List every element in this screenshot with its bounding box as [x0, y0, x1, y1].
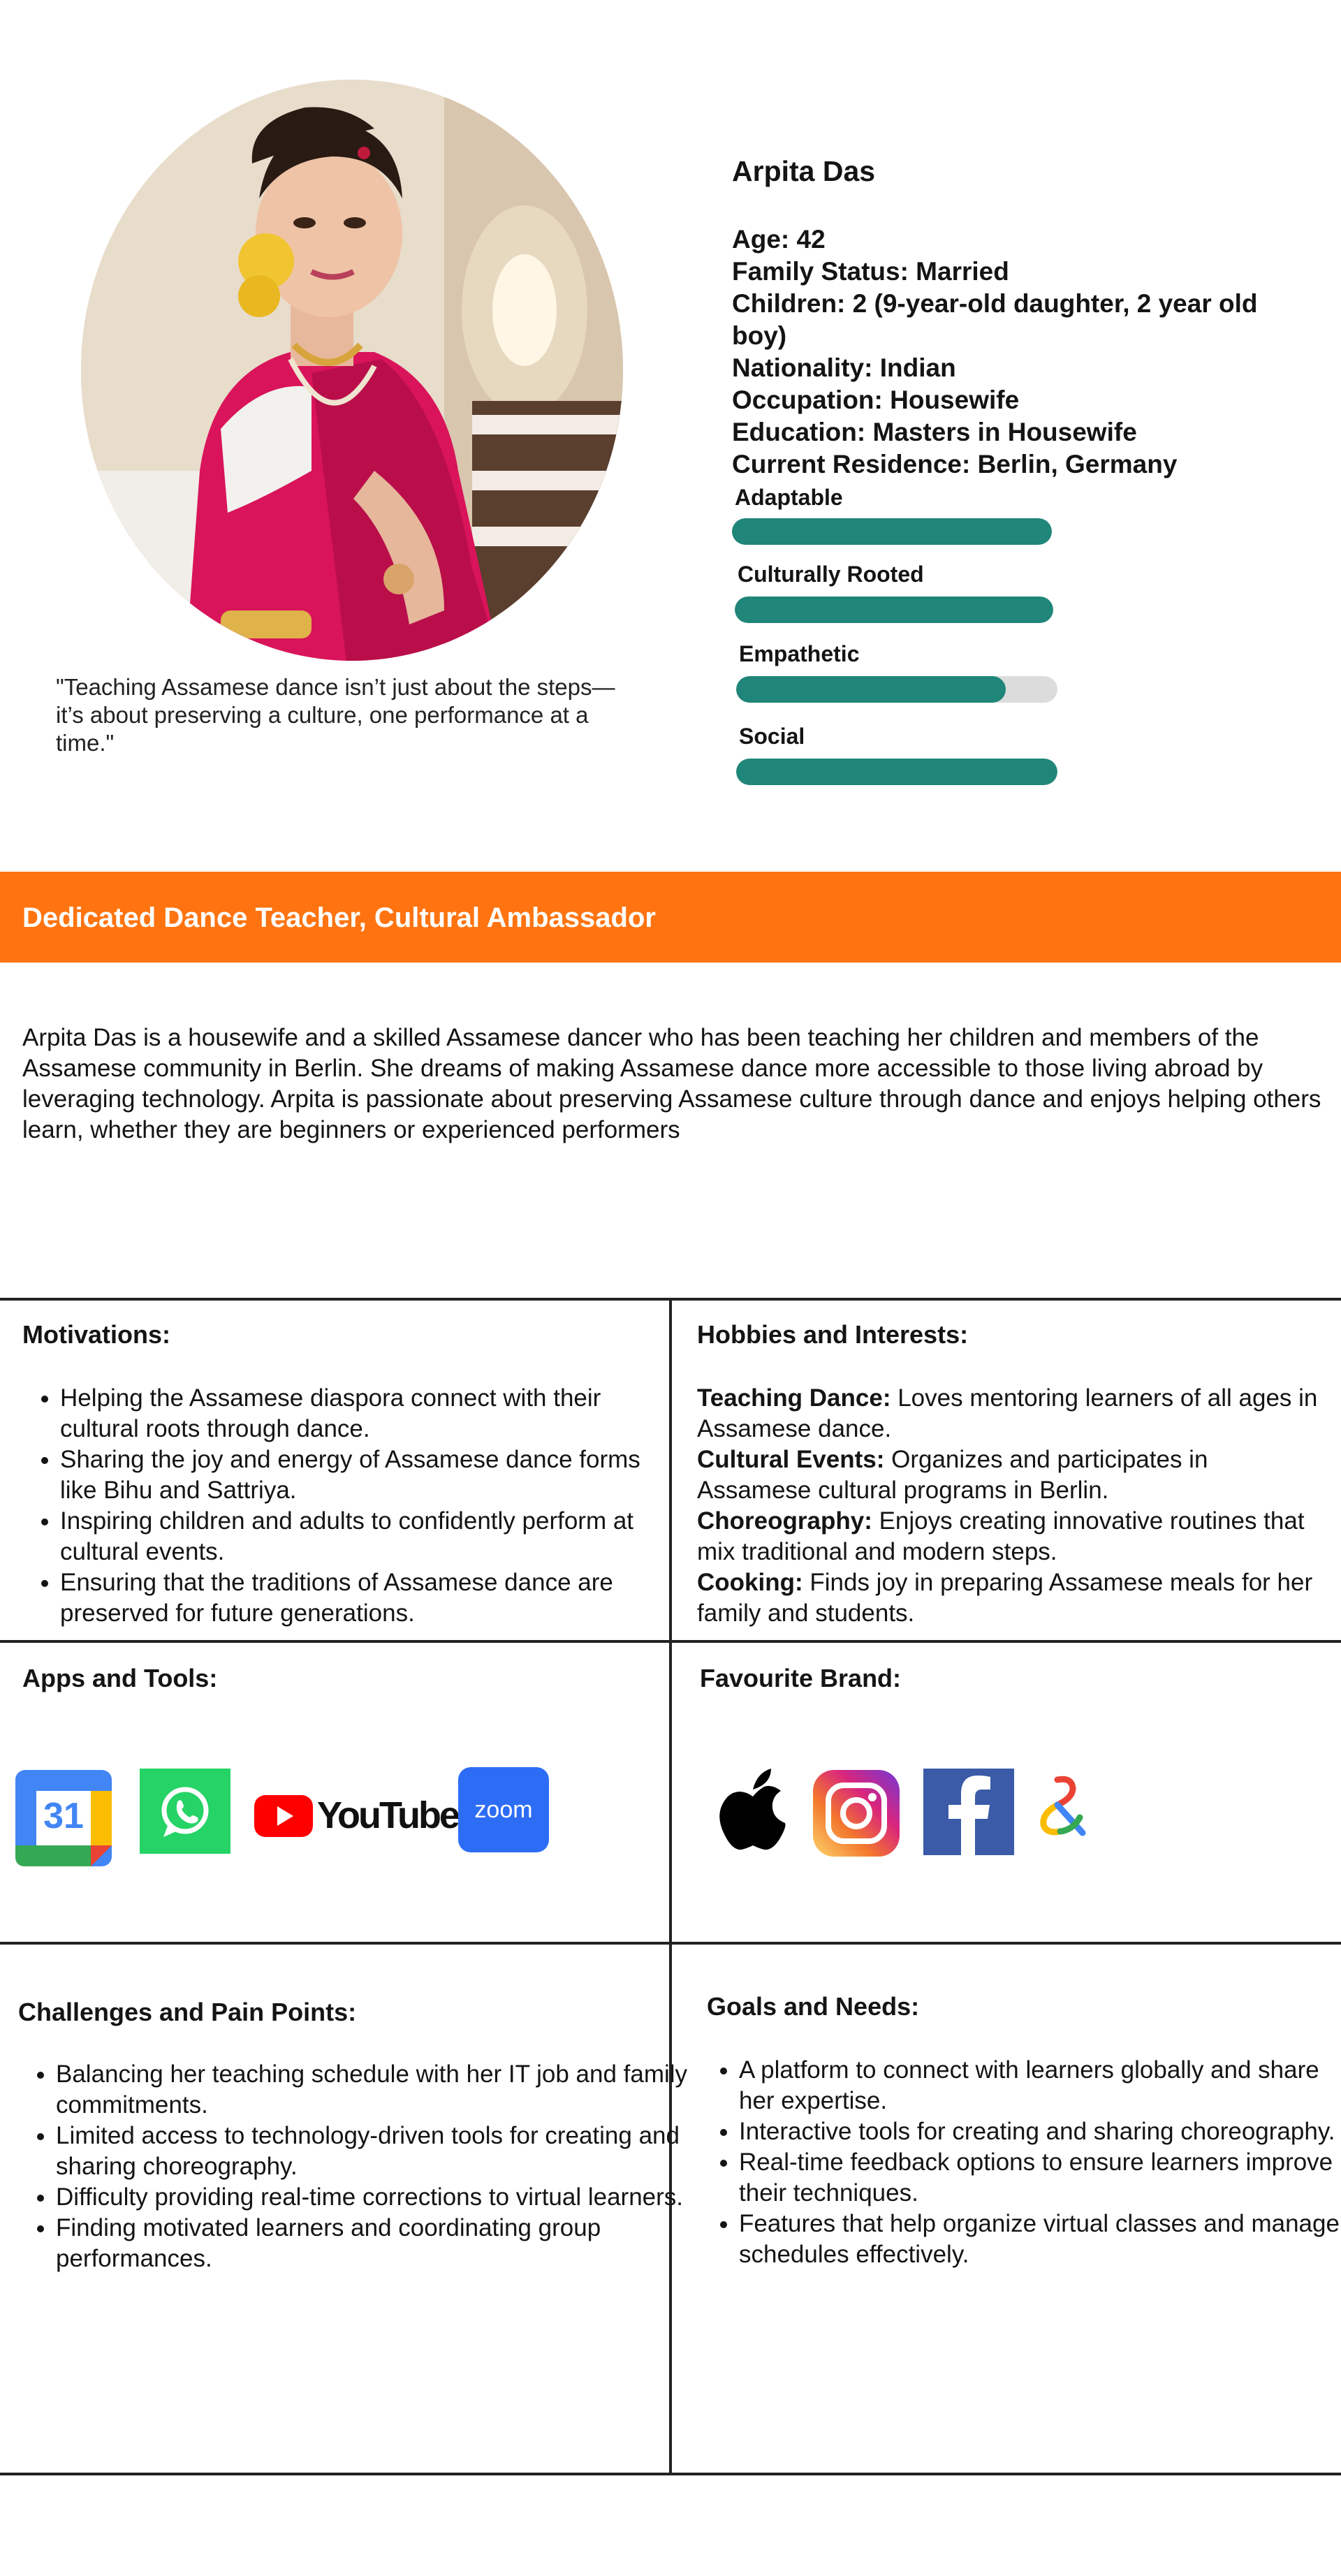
hobby-item — [697, 1444, 1326, 1506]
challenges-title: Challenges and Pain Points: — [18, 1998, 357, 2026]
hobby-item — [697, 1383, 1326, 1444]
trait-bar-fill — [736, 676, 1006, 703]
list-item: • Inspiring children and adults to confidently perform at cultural events. — [60, 1506, 675, 1567]
google-calendar-icon — [15, 1770, 112, 1866]
calendar-day: 31 — [43, 1796, 84, 1836]
persona-facts — [732, 224, 1305, 481]
persona-bio: Arpita Das is a housewife and a skilled Assamese dancer who has been teaching her children and members of the Assamese community in Berlin. She dreams of making Assamese dance more accessible to those living abroad by leveraging technology. Arpita is passionate about preserving Assamese culture through dance and enjoys helping others learn, whether they are beginners or experienced performers — [22, 1024, 1321, 1143]
trait-bar-fill — [735, 597, 1053, 623]
hobby-item — [697, 1567, 1326, 1629]
google-arts-culture-logo — [1036, 1774, 1090, 1837]
headline-text: Dedicated Dance Teacher, Cultural Ambassador — [22, 902, 656, 933]
whatsapp-icon — [140, 1769, 230, 1854]
fact-age: Age: 42 — [732, 225, 826, 254]
list-item: • Difficulty providing real-time corrections to virtual learners. — [56, 2182, 691, 2213]
list-item: • Sharing the joy and energy of Assamese dance forms like Bihu and Sattriya. — [60, 1444, 675, 1506]
woman-in-saree-illustration — [81, 80, 623, 661]
trait-bar-fill — [736, 759, 1057, 785]
youtube-wordmark: YouTube — [317, 1794, 458, 1836]
list-item: • Interactive tools for creating and sharing choreography. — [739, 2116, 1340, 2147]
motivations-list — [22, 1383, 675, 1629]
hobby-name: Cooking: — [697, 1569, 803, 1596]
list-item: • Ensuring that the traditions of Assamese dance are preserved for future generations. — [60, 1567, 675, 1629]
apps-title: Apps and Tools: — [22, 1664, 218, 1692]
hobby-name: Teaching Dance: — [697, 1384, 891, 1412]
zoom-icon — [458, 1767, 549, 1852]
persona-quote: "Teaching Assamese dance isn’t just about the steps—it’s about preserving a culture, one performance at a time." — [56, 674, 615, 756]
trait-label: Adaptable — [735, 485, 843, 510]
trait-label: Empathetic — [739, 641, 860, 666]
list-item: • Finding motivated learners and coordinating group performances. — [56, 2213, 691, 2274]
hobby-name: Cultural Events: — [697, 1446, 885, 1473]
zoom-wordmark: zoom — [474, 1796, 533, 1823]
youtube-logo — [253, 1792, 458, 1840]
goals-title: Goals and Needs: — [707, 1992, 920, 2021]
hobby-name: Choreography: — [697, 1507, 872, 1535]
trait-bar-fill — [732, 518, 1052, 545]
hobby-text: Loves mentoring learners of all ages in Assamese dance. — [697, 1384, 1318, 1442]
fact-children: Children: 2 (9-year-old daughter, 2 year old boy) — [732, 289, 1258, 350]
fact-family-status: Family Status: Married — [732, 257, 1009, 286]
hobby-text: Enjoys creating innovative routines that mix traditional and modern steps. — [697, 1507, 1305, 1565]
apple-logo — [718, 1766, 788, 1852]
trait-bar — [732, 518, 1052, 545]
list-item: • Limited access to technology-driven tools for creating and sharing choreography. — [56, 2121, 691, 2182]
list-item: • Balancing her teaching schedule with her IT job and family commitments. — [56, 2059, 691, 2121]
motivations-title: Motivations: — [22, 1320, 170, 1349]
trait-label: Social — [739, 724, 805, 749]
persona-name: Arpita Das — [732, 155, 876, 187]
hobby-item — [697, 1506, 1326, 1567]
fact-residence: Current Residence: Berlin, Germany — [732, 450, 1178, 478]
persona-photo — [81, 80, 623, 661]
brands-title: Favourite Brand: — [700, 1664, 902, 1692]
trait-bar — [735, 597, 1053, 623]
list-item: • Real-time feedback options to ensure learners improve their techniques. — [739, 2147, 1340, 2209]
trait-bar — [736, 676, 1057, 703]
list-item: • Features that help organize virtual classes and manage schedules effectively. — [739, 2209, 1340, 2270]
list-item: • A platform to connect with learners globally and share her expertise. — [739, 2055, 1340, 2116]
trait-bar — [736, 759, 1057, 785]
instagram-logo — [813, 1770, 900, 1857]
facebook-logo — [923, 1769, 1014, 1855]
trait-label: Culturally Rooted — [738, 562, 924, 587]
fact-occupation: Occupation: Housewife — [732, 386, 1020, 414]
fact-nationality: Nationality: Indian — [732, 353, 956, 382]
challenges-list — [18, 2059, 691, 2274]
hobbies-title: Hobbies and Interests: — [697, 1320, 969, 1349]
hobbies-list — [697, 1383, 1326, 1629]
hobby-text: Organizes and participates in Assamese cultural programs in Berlin. — [697, 1446, 1208, 1504]
list-item: • Helping the Assamese diaspora connect with their cultural roots through dance. — [60, 1383, 675, 1444]
hobby-text: Finds joy in preparing Assamese meals for her family and students. — [697, 1569, 1313, 1627]
goals-list — [701, 2055, 1340, 2270]
fact-education: Education: Masters in Housewife — [732, 418, 1137, 446]
